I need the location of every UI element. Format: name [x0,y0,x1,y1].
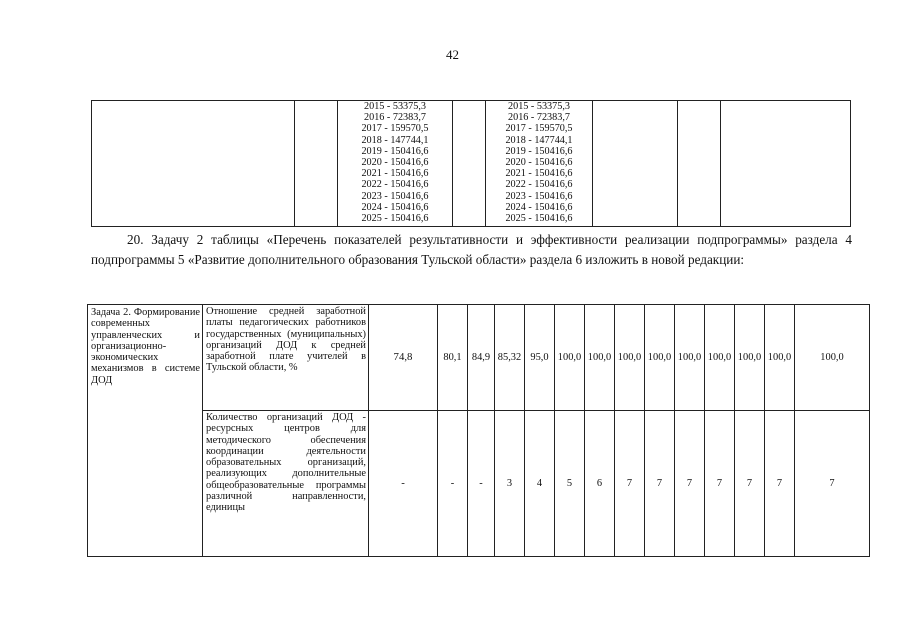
page-number: 42 [446,47,459,62]
value-cell: 100,0 [585,305,615,411]
year-amount-line: 2018 - 147744,1 [361,134,429,146]
value-cell: 100,0 [645,305,675,411]
year-amount-line: 2021 - 150416,6 [505,168,573,180]
year-amount-line: 2016 - 72383,7 [508,112,570,124]
value-cell: 3 [495,411,525,557]
value-cell: 85,32 [495,305,525,411]
top-years-cell-b [486,101,593,227]
value-cell: 7 [645,411,675,557]
year-amount-line: 2015 - 53375,3 [364,101,426,112]
year-amount-line: 2024 - 150416,6 [505,201,573,213]
year-amount-line: 2020 - 150416,6 [361,157,429,169]
value-cell: 84,9 [468,305,495,411]
value-cell: 7 [705,411,735,557]
task-cell: Задача 2. Формирование современных управленческих и организационно-экономических механизмов в системе ДОД [88,305,203,557]
year-amount-line: 2015 - 53375,3 [508,101,570,112]
value-cell: 7 [615,411,645,557]
year-amount-line: 2016 - 72383,7 [364,112,426,124]
year-amount-line: 2022 - 150416,6 [505,179,573,191]
top-empty-cell [92,101,295,227]
value-cell: 100,0 [615,305,645,411]
value-cell: 100,0 [555,305,585,411]
value-cell: 100,0 [735,305,765,411]
indicator-cell: Количество организаций ДОД - ресурсных центров для методического обеспечения координации деятельности образовательных организаций, реализующих дополнительные общеобразовательные программы различной направленности, единицы [203,411,369,557]
top-years-cell-a [338,101,453,227]
value-cell: - [369,411,438,557]
year-amount-line: 2024 - 150416,6 [361,201,429,213]
top-table [91,100,851,227]
year-amount-line: 2023 - 150416,6 [361,190,429,202]
year-amount-line: 2021 - 150416,6 [361,168,429,180]
top-empty-cell [593,101,678,227]
year-amount-line: 2025 - 150416,6 [505,213,573,225]
paragraph-text: 20. Задачу 2 таблицы «Перечень показателей результативности и эффективности реализации подпрограммы» раздела 4 подпрограммы 5 «Развитие дополнительного образования Тульской области» раздела 6 изложить в новой редакции: [91,232,852,267]
year-amount-line: 2023 - 150416,6 [505,190,573,202]
value-cell: - [468,411,495,557]
value-cell: - [438,411,468,557]
top-empty-cell [678,101,721,227]
indicators-table [87,304,870,557]
value-cell: 6 [585,411,615,557]
value-cell: 4 [525,411,555,557]
year-amount-line: 2022 - 150416,6 [361,179,429,191]
value-cell: 100,0 [675,305,705,411]
instruction-paragraph [91,230,852,270]
year-amount-line: 2019 - 150416,6 [361,145,429,157]
value-cell: 7 [765,411,795,557]
value-cell: 5 [555,411,585,557]
value-cell: 100,0 [705,305,735,411]
top-empty-cell [721,101,851,227]
indicator-cell: Отношение средней заработной платы педагогических работников государственных (муниципальных) организаций ДОД к средней заработной плате учителей в Тульской области, % [203,305,369,411]
year-amount-line: 2017 - 159570,5 [361,123,429,135]
year-amount-line: 2017 - 159570,5 [505,123,573,135]
top-empty-cell [453,101,486,227]
value-cell: 7 [675,411,705,557]
year-amount-line: 2018 - 147744,1 [505,134,573,146]
value-cell: 100,0 [795,305,870,411]
value-cell: 7 [735,411,765,557]
year-amount-line: 2019 - 150416,6 [505,145,573,157]
value-cell: 95,0 [525,305,555,411]
value-cell: 74,8 [369,305,438,411]
year-amount-line: 2020 - 150416,6 [505,157,573,169]
top-empty-cell [295,101,338,227]
value-cell: 80,1 [438,305,468,411]
year-amount-line: 2025 - 150416,6 [361,213,429,225]
value-cell: 100,0 [765,305,795,411]
value-cell: 7 [795,411,870,557]
